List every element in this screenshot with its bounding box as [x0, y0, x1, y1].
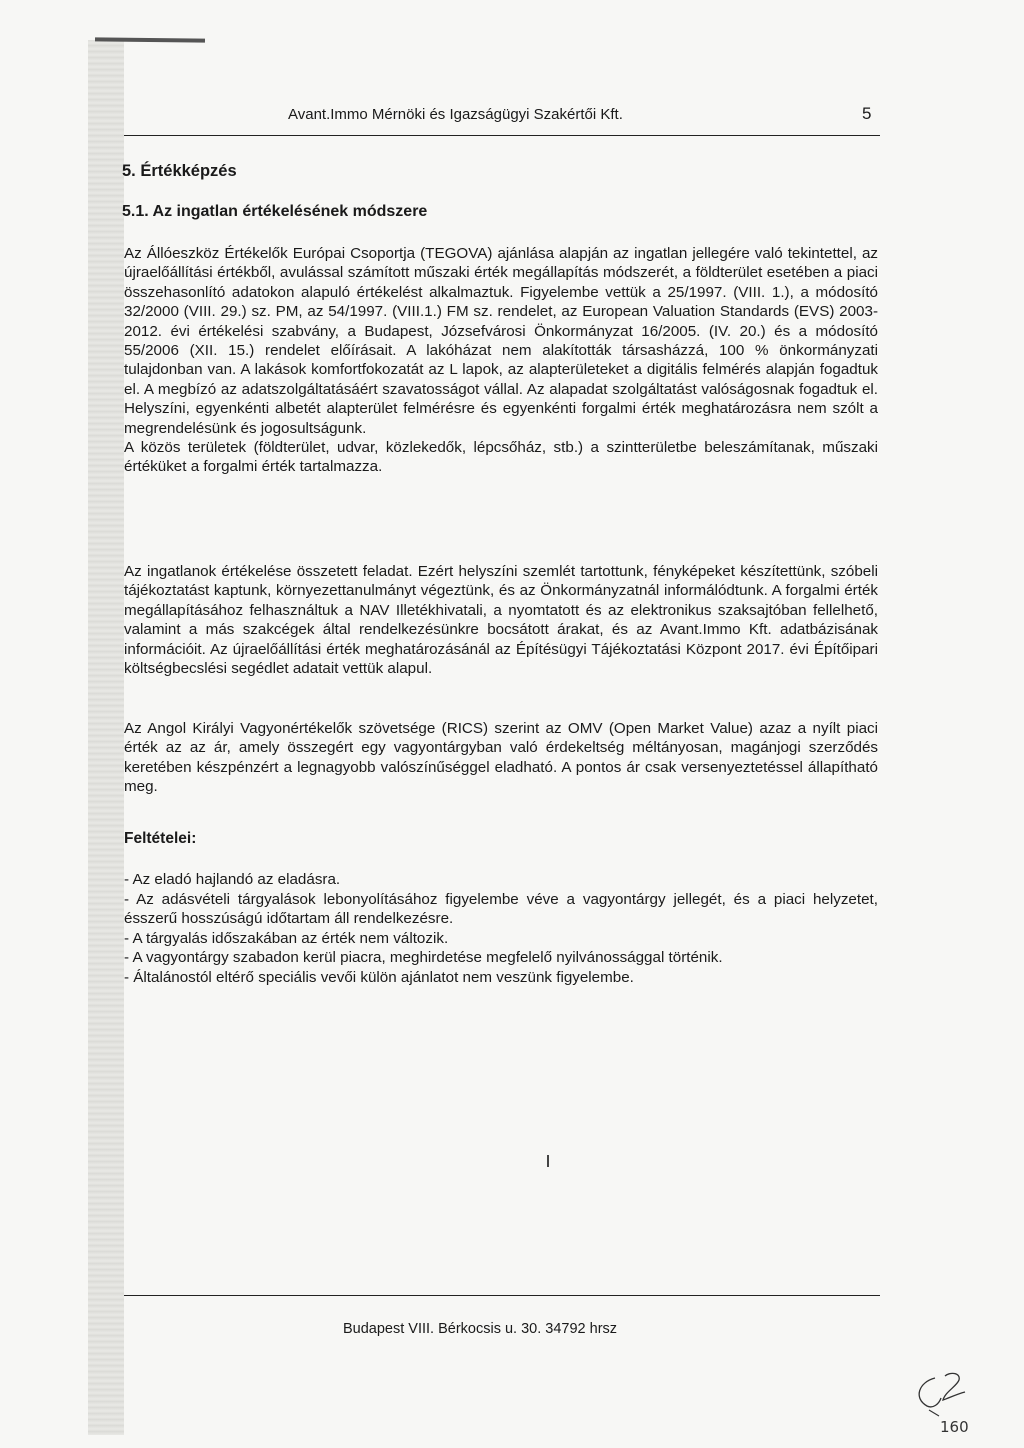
paragraph-methodology: [124, 244, 878, 477]
footer-divider: [124, 1295, 880, 1296]
paragraph-valuation-process: Az ingatlanok értékelése összetett feladat. Ezért helyszíni szemlét tartottunk, fényképeket készítettünk, szóbeli tájékoztatást kaptunk, környezettanulmányt végeztünk, és az Önkormányzatnál informálódtunk. A forgalmi érték megállapításához felhasználtuk a NAV Illetékhivatali, a nyomtatott és az elektronikus szaksajtóban fellelhető, valamint a más szakcégek által rendelkezésünkre bocsátott árakat, és az Avant.Immo Kft. adatbázisának információit. Az újraelőállítási érték meghatározásánál az Építésügyi Tájékoztatási Központ 2017. évi Építőipari költségbecslési segédlet adatait vettük alapul.: [124, 563, 878, 678]
list-item: - Általánostól eltérő speciális vevői külön ajánlatot nem veszünk figyelembe.: [124, 968, 634, 986]
conditions-list: [124, 870, 878, 988]
list-item: - Az adásvételi tárgyalások lebonyolításához figyelembe véve a vagyontárgy jellegét, és a piaci helyzetet, ésszerű hosszúságú időtartam áll rendelkezésre.: [124, 890, 878, 928]
handwritten-initials-signature: [905, 1370, 975, 1420]
list-item: - A vagyontárgy szabadon kerül piacra, meghirdetése megfelelő nyilvánossággal történik.: [124, 949, 723, 967]
handwritten-page-stamp: 160: [940, 1418, 969, 1436]
scan-speck: [547, 1155, 549, 1167]
list-item: - A tárgyalás időszakában az érték nem változik.: [124, 929, 449, 947]
section-title: 5. Értékképzés: [122, 162, 237, 180]
scan-shadow-edge: [88, 40, 124, 1435]
header-divider: [124, 135, 880, 136]
list-item: - Az eladó hajlandó az eladásra.: [124, 871, 341, 888]
footer-address: Budapest VIII. Bérkocsis u. 30. 34792 hrsz: [343, 1321, 618, 1337]
paragraph-methodology-main: Az Állóeszköz Értékelők Európai Csoportja (TEGOVA) ajánlása alapján az ingatlan jellegére való tekintettel, az újraelőállítási értékből, avulással számított műszaki érték megállapítás módszerét, a földterület esetében a piaci összehasonlító adatokon alapuló értékelést alkalmaztuk. Figyelembe vettük a 25/1997. (VIII. 1.), a módosító 32/2000 (VIII. 29.) sz. PM, az 54/1997. (VIII.1.) FM sz. rendelet, az European Valuation Standards (EVS) 2003-2012. évi értékelési szabvány, a Budapest, Józsefvárosi Önkormányzat 16/2005. (IV. 20.) és a módosító 55/2006 (XII. 15.) rendelet előírásait. A lakóházat nem alakították társasházzá, 100 % önkormányzati tulajdonban van. A lakások komfortfokozatát az L lapok, az alapterületeket a digitális felmérés alapján fogadtuk el. A megbízó az adatszolgáltatásáért szavatosságot vállal. Az alapadat szolgáltatást valóságosnak fogadtuk el. Helyszíni, egyenkénti albetét alapterület felmérésre és egyenkénti forgalmi érték meghatározásra nem szólt a megrendelésünk és jogosultságunk.: [124, 245, 878, 437]
paragraph-methodology-common-areas: A közös területek (földterület, udvar, közlekedők, lépcsőház, stb.) a szintterületbe beleszámítanak, műszaki értéküket a forgalmi érték tartalmazza.: [124, 439, 878, 476]
header-page-number: 5: [862, 104, 872, 123]
header-company-name: Avant.Immo Mérnöki és Igazságügyi Szakértői Kft.: [288, 106, 623, 123]
subsection-title: 5.1. Az ingatlan értékelésének módszere: [122, 203, 428, 220]
paragraph-omv-definition: Az Angol Királyi Vagyonértékelők szövetsége (RICS) szerint az OMV (Open Market Value) azaz a nyílt piaci érték az az ár, amely összegért egy vagyontárgyban való érdekeltség méltányosan, magánjogi szerződés keretében készpénzért a legnagyobb valószínűséggel eladható. A pontos ár csak versenyeztetéssel állapítható meg.: [124, 720, 878, 796]
conditions-title: Feltételei:: [124, 830, 197, 847]
